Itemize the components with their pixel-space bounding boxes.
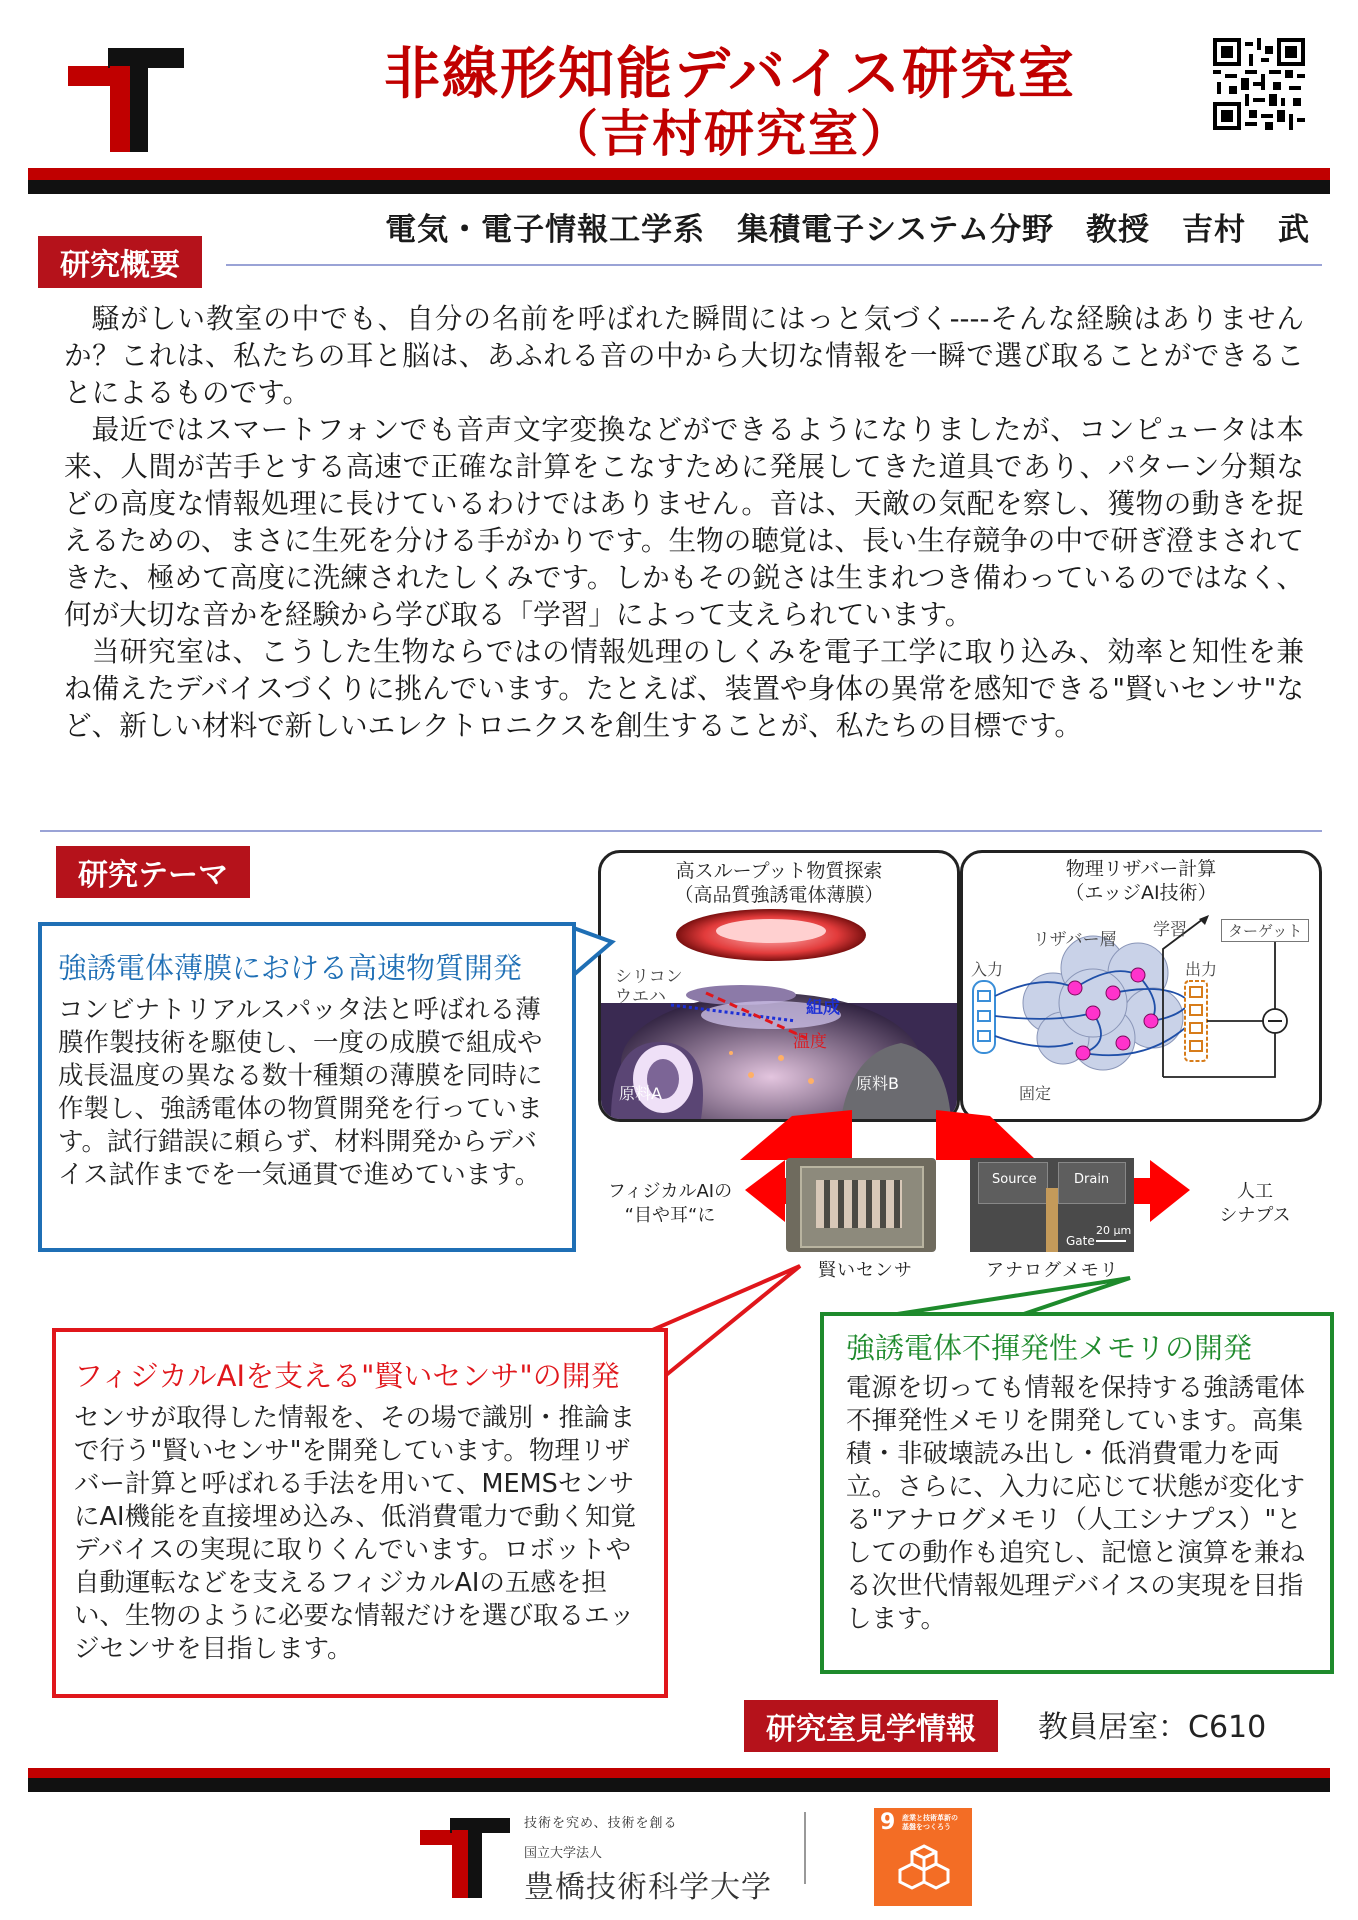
footer-band-black [28,1778,1330,1792]
synapse-caption-2: シナプス [1219,1205,1291,1226]
learning-label: 学習 [1153,920,1187,940]
red-callout-title: フィジカルAIを支える"賢いセンサ"の開発 [74,1359,620,1393]
temperature-label: 温度 [793,1032,827,1052]
visit-label: 研究室見学情報 [744,1700,998,1752]
sdg-text-2: 基盤をつくろう [902,1823,951,1831]
overview-paragraph: 当研究室は、こうした生物ならではの情報処理のしくみを電子工学に取り込み、効率と知性を兼ね備えたデバイスづくりに挑んでいます。たとえば、装置や身体の異常を感知できる"賢いセンサ"など、新しい材料で新しいエレクトロニクスを創生することが、私たちの目標です。 [64,635,1304,742]
target-label: ターゲット [1221,919,1309,942]
footer-university: 豊橋技術科学大学 [524,1870,772,1905]
memory-caption: アナログメモリ [986,1260,1119,1281]
affiliation: 電気・電子情報工学系 集積電子システム分野 教授 吉村 武 [385,212,1310,248]
sputtering-title-1: 高スループット物質探索 [675,860,883,882]
physical-ai-caption-1: フィジカルAIの [607,1181,733,1202]
footer-logo [420,1818,510,1898]
combinatorial-callout [38,922,576,1252]
blue-callout-body: コンビナトリアルスパッタ法と呼ばれる薄膜作製技術を駆使し、一度の成膜で組成や成長温度の異なる数十種類の薄膜を同時に作製し、強誘電体の物質開発を行っています。試行錯誤に頼らず、材料開発からデバイス試作までを一気通貫で進めています。 [58,995,543,1190]
page-subtitle: （吉村研究室） [548,105,912,163]
memory-gate-label: Gate [1066,1234,1095,1248]
theme-label: 研究テーマ [56,846,250,898]
input-label: 入力 [971,960,1004,979]
sdg-text-1: 産業と技術革新の [902,1814,958,1822]
green-callout-body: 電源を切っても情報を保持する強誘電体不揮発性メモリを開発しています。高集積・非破壊読み出し・低消費電力を両立。さらに、入力に応じて状態が変化する"アナログメモリ（人工シナプス）"としての動作も追究し、記憶と演算を兼ねる次世代情報処理デバイスの実現を目指します。 [846,1373,1306,1634]
sdg-9-icon [874,1808,972,1906]
overview-label: 研究概要 [38,236,202,288]
fixed-label: 固定 [1019,1084,1052,1103]
sdg-number: 9 [880,1810,896,1835]
memory-scale-label: 20 µm [1096,1224,1132,1237]
red-callout-body: センサが取得した情報を、その場で識別・推論まで行う"賢いセンサ"を開発しています。物理リザバー計算と呼ばれる手法を用いて、MEMSセンサにAI機能を直接埋め込み、低消費電力で動く知覚デバイスの実現に取りくんでいます。ロボットや自動運転などを支えるフィジカルAIの五感を担い、生物のように必要な情報だけを選び取るエッジセンサを目指します。 [74,1403,636,1664]
memory-drain-label: Drain [1074,1172,1110,1187]
smart-sensor-callout [52,1328,668,1698]
physical-ai-caption-2: “目や耳“に [624,1205,716,1226]
footer-separator [804,1812,806,1884]
footer-slogan: 技術を究め、技術を創る [524,1816,678,1831]
overview-paragraph: 騒がしい教室の中でも、自分の名前を呼ばれた瞬間にはっと気づく----そんな経験はありませんか？これは、私たちの耳と脳は、あふれる音の中から大切な情報を一瞬で選び取ることができることによるものです。 [64,302,1304,409]
wafer-label-1: シリコン [615,967,683,987]
wafer-label-2: ウエハ [615,987,666,1007]
cubes-icon [896,1842,952,1898]
sensor-caption: 賢いセンサ [818,1260,913,1281]
synapse-caption-1: 人工 [1237,1181,1273,1202]
sdg-text [902,1814,958,1832]
reservoir-title-2: （エッジAI技術） [1065,882,1217,904]
visit-room: 教員居室：C610 [1038,1710,1267,1745]
composition-label: 組成 [806,998,840,1018]
material-a-label: 原料A [619,1084,662,1103]
memory-source-label: Source [992,1172,1037,1187]
footer-band-red [28,1768,1330,1778]
overview-paragraph: 最近ではスマートフォンでも音声文字変換などができるようになりましたが、コンピュータは本来、人間が苦手とする高速で正確な計算をこなすために発展してきた道具であり、パターン分類などの高度な情報処理に長けているわけではありません。音は、天敵の気配を察し、獲物の動きを捉えるための、まさに生死を分ける手がかりです。生物の聴覚は、長い生存競争の中で研ぎ澄まされてきた、極めて高度に洗練されたしくみです。しかもその鋭さは生まれつき備わっているのではなく、何が大切な音かを経験から学び取る「学習」によって支えられています。 [64,413,1304,631]
page-title: 非線形知能デバイス研究室 [383,42,1077,107]
memory-callout [820,1312,1334,1674]
reservoir-title-1: 物理リザバー計算 [1065,858,1217,880]
green-callout-title: 強誘電体不揮発性メモリの開発 [846,1331,1253,1365]
footer-corp: 国立大学法人 [524,1846,603,1861]
footer-logo-red-stem [452,1830,468,1898]
reservoir-label: リザバー層 [1033,930,1117,950]
sputtering-title-2: （高品質強誘電体薄膜） [674,884,884,906]
material-b-label: 原料B [856,1074,899,1093]
footer-logo-black-stem [468,1830,482,1898]
output-label: 出力 [1185,960,1218,979]
blue-callout-title: 強誘電体薄膜における高速物質開発 [58,951,523,985]
